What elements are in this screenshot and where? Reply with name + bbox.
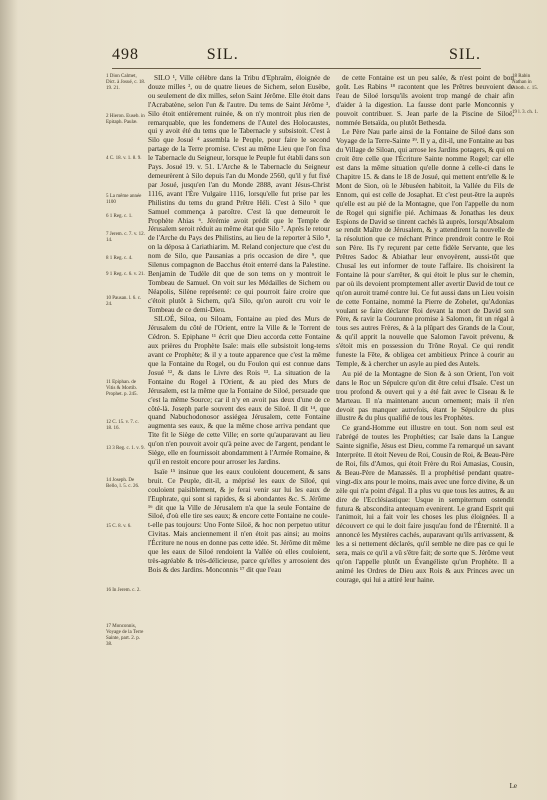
margin-note: 9 1 Reg. c. 6. v. 21. xyxy=(106,272,145,277)
paragraph: Isaïe ¹⁵ insinue que les eaux couloient doucement, & sans bruit. Ce Peuple, dit-il, a méprisé les eaux de Siloé, qui couloient paisiblement, & je ferai venir sur lui les eaux de l'Euphrate, qui sont si rapides, & si abondantes &c. S. Jérôme ¹⁶ dit que la Ville de Jérusalem n'a que la seule Fontaine de Siloé, d'où elle tire ses eaux; & encore cette Fontaine ne coule-t-elle pas toujours: Uno Fonte Siloë, & hoc non perpetuo utitur Civitas. Mais anciennement il n'en étoit pas ainsi; au moins l'Écriture ne nous en donne pas cette idée. St. Jérôme dit même que les eaux de Siloé rendoient la Vallée où elles couloient, très-agréable & très-délicieuse, parce qu'elles y arrosoient des Bois & des Jardins. Monconnis ¹⁷ dit que l'eau xyxy=(148,467,330,574)
right-margin-notes xyxy=(512,74,544,774)
page-number: 498 xyxy=(112,46,139,63)
margin-note: 5 La même année 1100 xyxy=(106,194,142,205)
margin-note: 1 Dion Calmet, Dict. à Josué, c. 18. 19. 21. xyxy=(106,74,146,91)
margin-note: 15 C. 8. v. 6. xyxy=(106,524,132,529)
margin-note: 4 C. 18. v. 1. 8. 9. xyxy=(106,156,142,161)
header-rule xyxy=(112,68,481,69)
margin-note: 16 In Jerem. c. 2. xyxy=(106,588,141,593)
margin-note: 12 C. 15. v. 7. c. 18. 16. xyxy=(106,420,139,431)
margin-note: 11 Epiphan. de Vitis & Mortib. Prophet. p. 245. xyxy=(106,380,138,397)
margin-note: 14 Joseph. De Bello, l. 5. c. 26. xyxy=(106,478,140,489)
running-title-left: SIL. xyxy=(206,46,239,63)
catchword: Le xyxy=(509,782,517,790)
left-margin-notes xyxy=(106,74,146,774)
paragraph: SILO ¹, Ville célèbre dans la Tribu d'Ephraïm, éloignée de douze milles ², ou de quatre lieues de Sichem, selon Eusèbe, ou seulement de dix milles, selon Saint Jérôme. Elle étoit dans l'Acrabatène, selon l'un & l'autre. Du tems de Saint Jérôme ³, Silo étoit entièrement ruinée, & on n'y montroit plus rien de remarquable, que les fondemens de l'Autel des Holocaustes, qui y avoit été du tems que le Tabernacle y subsistoit. C'est à Silo que Josué ⁴ assembla le Peuple, pour faire le second partage de la Terre promise. C'est au même Lieu que l'on fixa le Tabernacle du Seigneur, lorsque le Peuple fut établi dans son Pays. Josué 19. v. 51. L'Arche & le Tabernacle du Seigneur demeurèrent à Silo depuis l'an du Monde 2560, qu'il y fut fixé par Josué, jusqu'en l'an du Monde 2888, avant Jésus-Christ 1116, avant l'Ère Vulgaire 1116, lorsqu'elle fut prise par les Philistins du tems du grand Prêtre Héli. C'est à Silo ⁵ que Samuel commença à paroître. C'est là que demeuroit le Prophète Ahias ⁶. Jérémie avoit prédit que le Temple de Jérusalem seroit réduit au même état que Silo ⁷. Après le retour de l'Arche du Pays des Philistins, au lieu de la reporter à Silo ⁸, on la déposa à Cariathiarim. M. Reland conjecture que c'est du nom de Silo, que Pausanias a pris occasion de dire ⁹, que Silenus compagnon de Bacchus étoit enterré dans la Palestine. Benjamin de Tudèle dit que de son tems on y montroit le Tombeau de Samuel. On voit sur les Médailles de Sichem ou Néapolis, Silène représenté: ce qui pourroit faire croire que c'étoit plutôt à Sichem, qu'à Silo, qu'on auroit cru voir le Tombeau de ce demi-Dieu. xyxy=(148,74,330,314)
margin-note: 7 Jerem. c. 7. v. 12. 14. xyxy=(106,232,145,243)
margin-note: 19 l. 3. ch. 1. xyxy=(512,110,539,115)
margin-note: 8 1 Reg. c. 4. xyxy=(106,256,133,261)
paragraph: Ce grand-Homme eut illustre en tout. Son nom seul est l'abrégé de toutes les Prophéties; car Isaïe dans la Langue Sainte signifie, Jésus est Dieu, comme l'a remarqué un savant Interprète. Il étoit Neveu de Roi, Cousin de Roi, & Beau-Père de Roi, fils d'Amos, qui étoit Frère du Roi Amasias, Cousin, & Beau-Père de Manassès. Il a prophétisé pendant quatre-vingt-dix ans pour le moins, mais avec une force divine, & un zèle qui n'a point d'égal. Il a plus vu que tous les autres, & au dire de l'Ecclésiastique: Usque in sempiternum ostendit futura & abscondita antequam evenirent. Le grand Esprit qui l'animoit, lui a fait voir les choses les plus éloignées. Il a découvert ce qui le doit faire jusqu'au fond de l'Éternité. Il a annoncé les Mystères cachés, auparavant qu'ils arrivassent, & les a si nettement déclarés, qu'il semble ne dire pas ce qui le sera, mais ce qu'il a vû s'être fait; de sorte que S. Jérôme veut qu'on l'appelle plutôt un Évangéliste qu'un Prophète. Il a animé les Ordres de Dieu aux Rois & aux Princes avec un courage, qui lui a attiré leur haine. xyxy=(336,424,514,584)
margin-note: 10 Pausan. l. 6. c. 24. xyxy=(106,296,142,307)
margin-note: 13 3 Reg. c. 1. v. 9. xyxy=(106,446,145,451)
margin-note: 18 Rabin Nathan in Aboth. c. 15. xyxy=(512,74,538,91)
running-title-right: SIL. xyxy=(449,46,481,63)
paragraph: SILOÉ, Siloa, ou Siloam, Fontaine au pied des Murs de Jérusalem du côté de l'Orient, entre la Ville & le Torrent de Cédron. S. Epiphane ¹¹ écrit que Dieu accorda cette Fontaine aux prières du Prophète Isaïe: mais elle subsistoit long-tems avant ce Prophète; & il y a toute apparence que c'est la même que la Fontaine du Rogel, ou du Foulon qui est connue dans Josué ¹², & dans le Livre des Rois ¹³. La situation de la Fontaine du Rogel à l'Orient, & au pied des Murs de Jérusalem, est la même que la Fontaine de Siloé, persuade que c'est la même Source; car il n'y en avoit pas deux d'une de ce côté-là. Joseph parle souvent des eaux de Siloé. Il dit ¹⁴, que quand Nabuchodonosor assiégea Jérusalem, cette Fontaine augmenta ses eaux, & que la même chose arriva pendant que Tite fit le Siège de cette Ville; en sorte qu'auparavant au lieu qu'on n'en pouvoit avoir qu'à peine avec de l'argent, pendant le Siège, elle en fournissoit abondamment à l'Armée Romaine, & qu'il en restoit encore pour arroser les Jardins. xyxy=(148,315,330,466)
paragraph: Au pié de la Montagne de Sion & à son Orient, l'on voit dans le Roc un Sépulcre qu'on dit être celui d'Isaïe. C'est un trou profond & ouvert qui y a été fait avec le Ciseau & le Marteau. Il n'a maintenant aucun ornement; mais il n'en devoit pas manquer autrefois, étant le Sépulcre du plus illustre & du plus qualifié de tous les Prophètes. xyxy=(336,369,514,423)
margin-note: 2 Hieron. Euseb. in Epitaph. Paulæ. xyxy=(106,114,145,125)
page-header xyxy=(112,46,481,68)
margin-note: 6 1 Reg. c. 1. xyxy=(106,214,133,219)
paragraph: Le Père Nau parle ainsi de la Fontaine de Siloé dans son Voyage de la Terre-Sainte ¹⁹. Il y a, dit-il, une Fontaine au bas du Village de Siloan, qui arrose les Jardins potagers, & qui on croit être celle que l'Écriture Sainte nomme Rogel; car elle est dans la même situation qu'elle donne à celle-ci dans le Chapitre 15. & dans le 18 de Josué, qui mettent entr'elle & le Mont de Sion, où le Jébuséen habitoit, la Vallée du Fils de Ennom, qui est celle de Josaphat. Et c'est peut-être la auprès qu'elle est au pié de la Montagne, que l'on l'appelle du nom de Rogel qui signifie pié. Achimaas & Jonathas les deux Espions de David se tinrent cachés là auprès, lorsqu'Absalom se rendit Maître de Jérusalem, & y attendirent la nouvelle de la résolution que ce méchant Prince prendroit contre le Roi son Père. Ils l'y reçurent par cette fidèle Servante, que les Prêtres Sadoc & Abiathar leur envoyèrent, aussi-tôt que Chusaï les eut informer de toute l'affaire. Ils choisirent la Fontaine là pour s'arrêter, & qui étoit le plus sur le chemin, par où ils devoient promptement aller avertir David de tout ce qu'on auroit tramé contre lui. Ce fut aussi dans un Lieu voisin de cette Fontaine, nommé la Pierre de Zohelet, qu'Adonias voulant se faire déclarer Roi devant la mort de David son Père, & ravir la Couronne promise à Salomon, fit un régal à tous ses autres Frères, & à la plûpart des Grands de la Cour, & qu'il apprit la nouvelle que Salomon l'avoit prévenu, & s'étoit mis en possession du Trône Royal. Ce qui rendit funeste la Fête, & obligea cet ambitieux Prince à courir au Temple, & à chercher un asyle au pied des Autels. xyxy=(336,128,514,368)
left-text-column xyxy=(148,74,330,774)
margin-note: 17 Monconnis, Voyage de la Terre Sainte, part. 2. p. 38. xyxy=(106,624,144,647)
spine-shadow xyxy=(0,0,18,800)
paragraph: de cette Fontaine est un peu salée, & n'est point de bon goût. Les Rabins ¹⁸ racontent que les Prêtres beuvoient de l'eau de Siloé lorsqu'ils avoient trop mangé de chair afin d'aider à la digestion. La fausse dont parle Monconnis y pouvoit contribuer. S. Jean parle de la Piscine de Siloé, nommée Betsaïda, ou plutôt Bethesda. xyxy=(336,74,514,127)
right-text-column xyxy=(336,74,514,774)
